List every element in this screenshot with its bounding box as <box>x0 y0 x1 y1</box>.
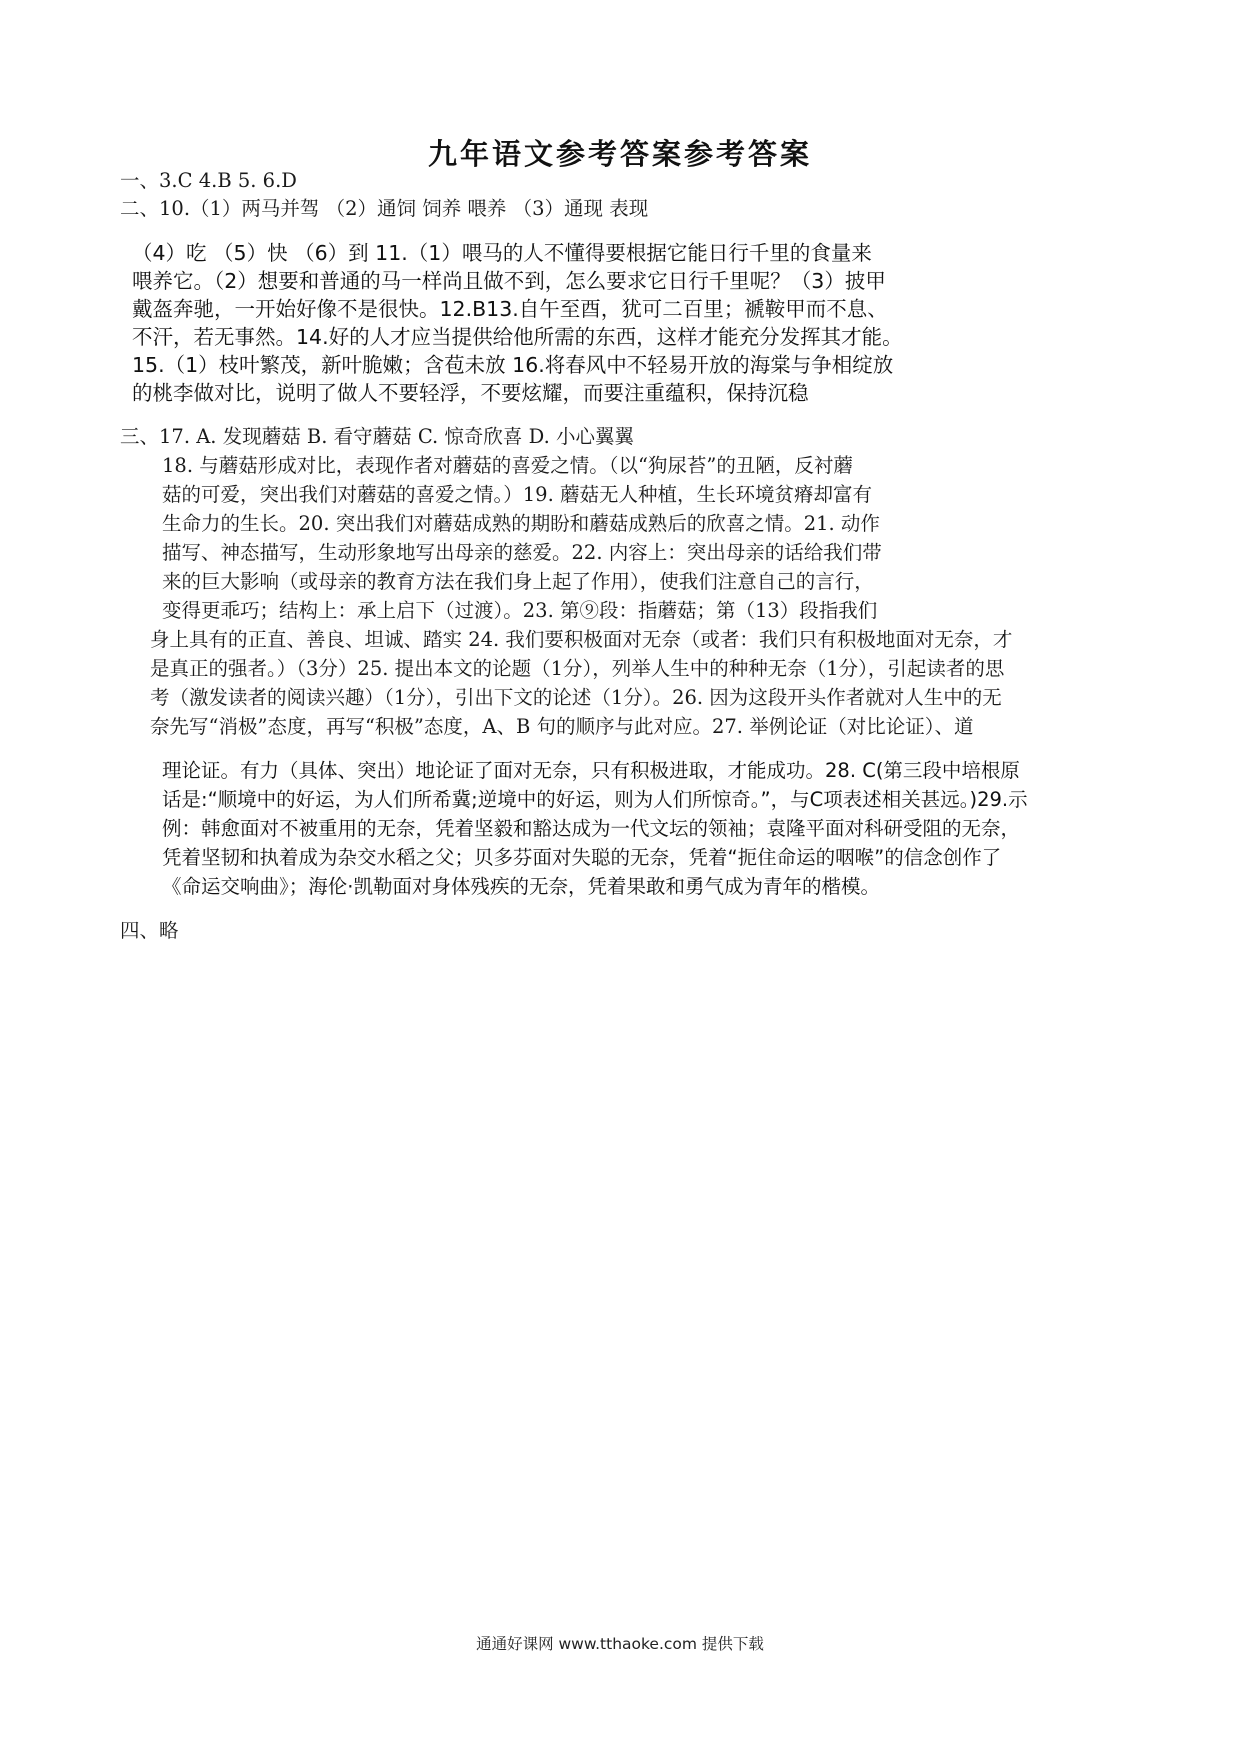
section-3-line: 18. 与蘑菇形成对比，表现作者对蘑菇的喜爱之情。（以“狗尿苔”的丑陋，反衬蘑 <box>162 454 853 477</box>
page-title: 九年语文参考答案参考答案 <box>427 137 812 171</box>
section-3-line: 话是:“顺境中的好运，为人们所希冀;逆境中的好运，则为人们所惊奇。”，与C项表述相关甚远。)29.示 <box>162 788 1028 811</box>
section-3-line: 三、17. A. 发现蘑菇 B. 看守蘑菇 C. 惊奇欣喜 D. 小心翼翼 <box>120 425 634 448</box>
section-3-line: 变得更乖巧；结构上：承上启下（过渡）。23. 第⑨段：指蘑菇；第（13）段指我们 <box>162 599 878 622</box>
section-2-line: 的桃李做对比，说明了做人不要轻浮，不要炫耀，而要注重蕴积，保持沉稳 <box>132 381 809 405</box>
section-3-line: 考（激发读者的阅读兴趣）（1分），引出下文的论述（1分）。26. 因为这段开头作者就对人生中的无 <box>150 686 1002 709</box>
section-2-line: 戴盔奔驰，一开始好像不是很快。12.B13.自午至酉，犹可二百里；褫鞍甲而不息、 <box>132 297 888 321</box>
section-3-line: 奈先写“消极”态度，再写“积极”态度，A、B 句的顺序与此对应。27. 举例论证（对比论证）、道 <box>150 715 974 738</box>
section-3-line: 《命运交响曲》；海伦·凯勒面对身体残疾的无奈，凭着果敢和勇气成为青年的楷模。 <box>162 875 880 898</box>
section-2-line: 二、10.（1）两马并驾 （2）通饲 饲养 喂养 （3）通现 表现 <box>120 197 649 220</box>
section-3-line: 是真正的强者。）（3分）25. 提出本文的论题（1分），列举人生中的种种无奈（1分），引起读者的思 <box>150 657 1005 680</box>
section-2-line: 15.（1）枝叶繁茂，新叶脆嫩；含苞未放 16.将春风中不轻易开放的海棠与争相绽放 <box>132 353 894 377</box>
section-3-line: 例：韩愈面对不被重用的无奈，凭着坚毅和豁达成为一代文坛的领袖；袁隆平面对科研受阻的无奈， <box>162 817 1021 840</box>
section-3-line: 身上具有的正直、善良、坦诚、踏实 24. 我们要积极面对无奈（或者：我们只有积极地面对无奈，才 <box>150 628 1013 651</box>
section-4-answers: 四、略 <box>120 919 179 942</box>
section-2-line: 喂养它。（2）想要和普通的马一样尚且做不到，怎么要求它日行千里呢？（3）披甲 <box>132 269 886 293</box>
section-3-line: 菇的可爱，突出我们对蘑菇的喜爱之情。）19. 蘑菇无人种植，生长环境贫瘠却富有 <box>162 483 872 506</box>
page-footer: 通通好课网 www.tthaoke.com 提供下载 <box>476 1635 764 1653</box>
section-3-line: 来的巨大影响（或母亲的教育方法在我们身上起了作用），使我们注意自己的言行， <box>162 570 874 593</box>
section-1-answers: 一、3.C 4.B 5. 6.D <box>120 169 297 192</box>
section-3-line: 生命力的生长。20. 突出我们对蘑菇成熟的期盼和蘑菇成熟后的欣喜之情。21. 动作 <box>162 512 880 535</box>
section-2-line: （4）吃 （5）快 （6）到 11.（1）喂马的人不懂得要根据它能日行千里的食量来 <box>132 241 872 265</box>
section-3-line: 凭着坚韧和执着成为杂交水稻之父；贝多芬面对失聪的无奈，凭着“扼住命运的咽喉”的信念创作了 <box>162 846 1002 869</box>
section-3-line: 描写、神态描写，生动形象地写出母亲的慈爱。22. 内容上：突出母亲的话给我们带 <box>162 541 882 564</box>
section-3-line: 理论证。有力（具体、突出）地论证了面对无奈，只有积极进取，才能成功。28. C(第三段中培根原 <box>162 759 1020 782</box>
section-2-line: 不汗，若无事然。14.好的人才应当提供给他所需的东西，这样才能充分发挥其才能。 <box>132 325 903 349</box>
